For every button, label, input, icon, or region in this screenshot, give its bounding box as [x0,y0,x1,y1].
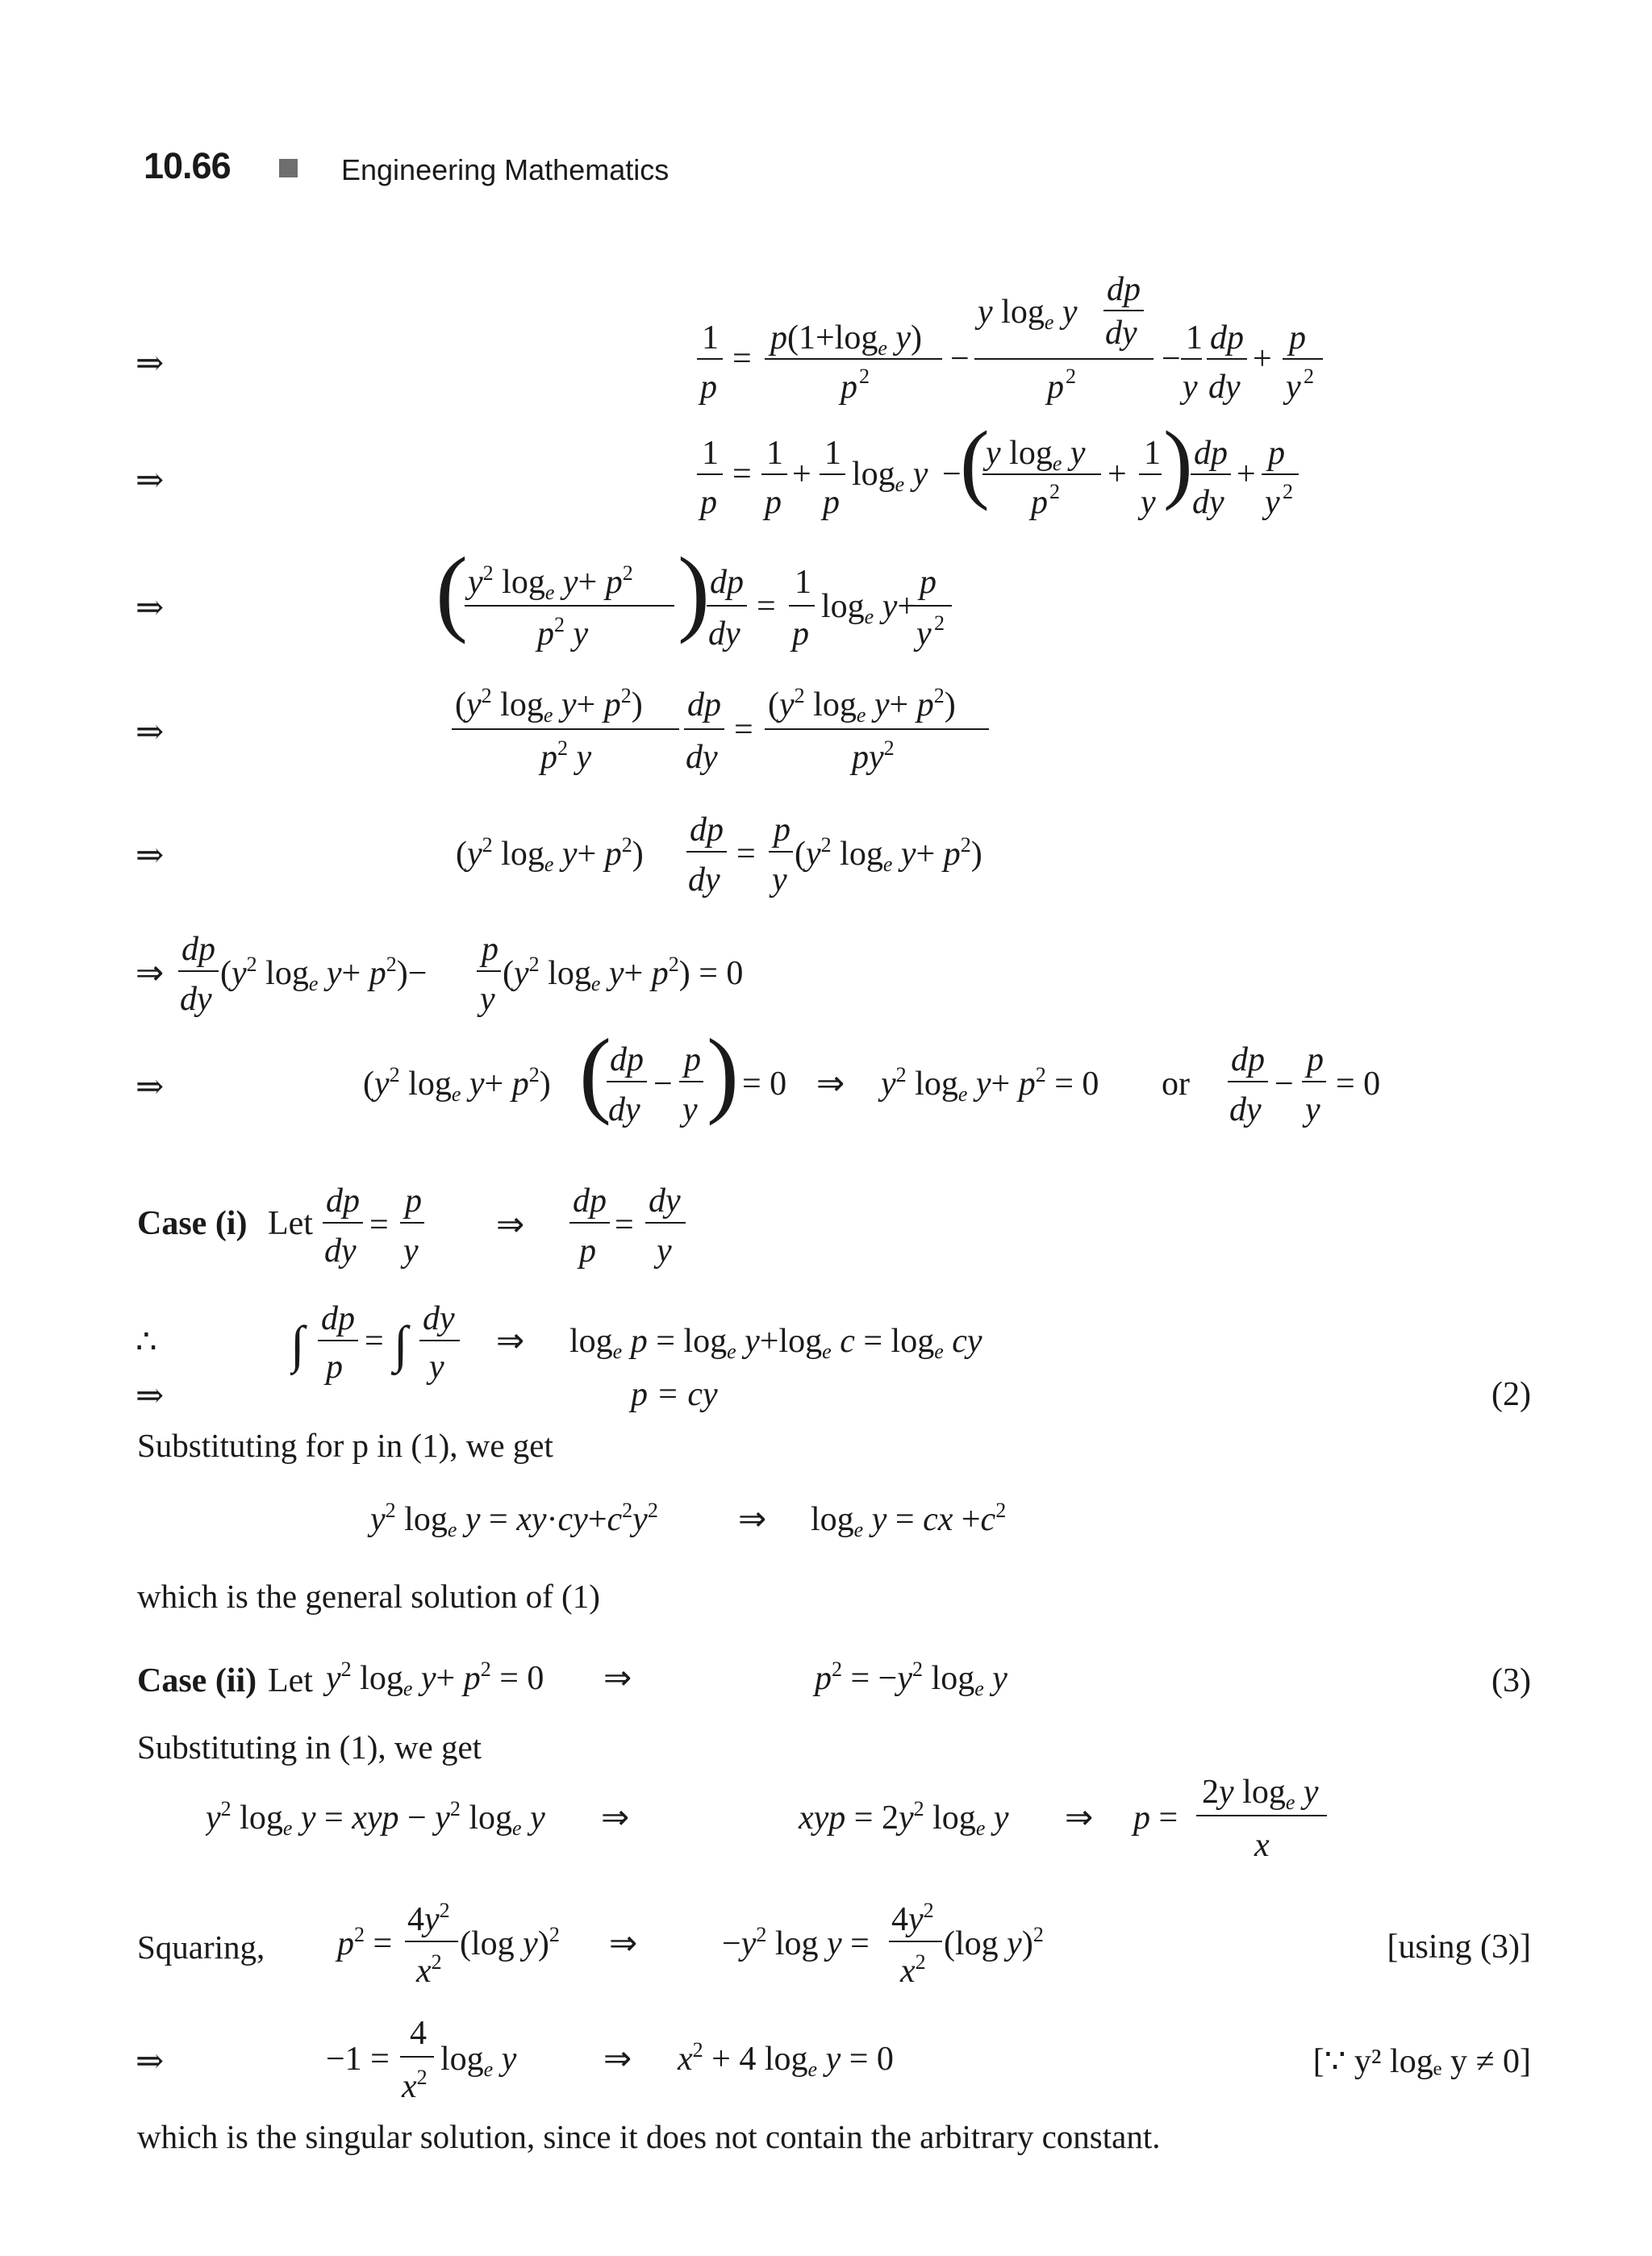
substituting-for-p-text: Substituting for p in (1), we get [137,1427,553,1464]
svg-text:p2 = −y2 loge y: $p^2 = -y^2$ loge y [815,1658,1007,1700]
page-number: 10.66 [144,145,231,186]
svg-text:loge y+: loge y+ [821,588,917,628]
svg-text:p2 y: $p^2$ y [537,613,589,653]
equation-tag-2: (2) [1491,1376,1531,1413]
svg-text:y loge y: y loge y [986,435,1086,475]
svg-text:1: 1 [1144,435,1161,472]
svg-text:(y2 loge y+ p2): ($y^2$ loge $y+ p^2$) [768,684,956,727]
svg-text:2: 2 [934,611,945,635]
svg-text:y: y [1265,484,1280,521]
svg-text:(log y)2: (log y)$^2$ [944,1923,1044,1962]
svg-text:1: 1 [795,564,811,601]
svg-text:= 0: = 0 [742,1065,787,1103]
svg-text:y2 loge y = xy·cy+c2y2: $y^2$ loge $y = xy\cdot cy+c^2y^2$ [370,1499,658,1541]
svg-text:p: p [405,1182,422,1220]
nonzero-note: [∵ y² logₑ y ≠ 0] [1312,2043,1531,2080]
svg-text:dp: dp [690,811,724,849]
svg-text:−: − [942,456,962,493]
svg-text:=: = [615,1207,634,1244]
svg-text:+: + [1108,456,1127,493]
svg-text:): ) [707,1036,739,1126]
svg-text:p: p [1289,319,1306,357]
svg-text:p2 =: $p^2$ = [337,1923,393,1962]
svg-text:=: = [736,836,756,873]
implies-arrow: ⇒ [136,590,165,627]
svg-text:−: − [1162,340,1181,377]
equation-tag-3: (3) [1491,1662,1531,1699]
svg-text:=: = [734,711,753,749]
svg-text:): ) [678,553,710,644]
svg-text:−: − [1274,1065,1294,1103]
therefore-symbol: ∴ [136,1324,157,1361]
svg-text:x: x [1254,1827,1270,1864]
case-ii-label: Case (ii) [137,1662,257,1699]
svg-text:= 0: = 0 [1336,1065,1381,1103]
case-ii-equation-a [323,1645,1049,1710]
svg-text:y2 loge y = xyp − y2 loge y: $y^2$ loge y = xyp − $y^2$ loge y [206,1797,545,1840]
svg-text:y: y [1286,369,1301,406]
svg-text:2y loge y: 2y loge y [1202,1774,1319,1814]
svg-text:p: p [700,369,717,406]
svg-text:dy: dy [1192,484,1224,521]
svg-text:or: or [1162,1065,1190,1103]
svg-text:(log y)2: (log y)$^2$ [460,1923,560,1962]
svg-text:loge y = cx +c2: loge y = cx $+c^2$ [811,1499,1007,1541]
svg-text:−: − [653,1065,673,1103]
svg-text:p: p [579,1232,596,1270]
case-i-equation-c: p = cy [631,1376,718,1413]
svg-text:y: y [772,861,787,899]
case-ii-equation-d [323,2007,936,2116]
svg-text:y: y [1183,369,1198,406]
implies-arrow: ⇒ [136,1069,165,1106]
svg-text:⇒: ⇒ [738,1501,767,1538]
book-title: Engineering Mathematics [341,153,670,186]
svg-text:⇒: ⇒ [816,1065,845,1103]
svg-text:y: y [403,1232,419,1270]
svg-text:⇒: ⇒ [496,1207,525,1244]
svg-text:y: y [429,1349,444,1386]
svg-text:y: y [916,615,932,653]
general-solution-text: which is the general solution of (1) [137,1578,600,1615]
svg-text:(: ( [579,1036,611,1126]
svg-text:p(1+loge y): p(1+loge y) [770,319,923,360]
svg-text:p: p [482,931,499,968]
case-i-equation-a [323,1178,694,1278]
svg-text:y: y [1305,1091,1320,1128]
svg-text:∫: ∫ [394,1316,408,1373]
let-word: Let [268,1205,313,1242]
svg-text:dy: dy [608,1091,640,1128]
equation-7 [363,1036,1395,1141]
svg-text:): ) [1163,427,1193,511]
svg-text:p: p [765,484,782,521]
svg-text:y loge y: y loge y [978,294,1078,334]
svg-text:1: 1 [824,435,841,472]
svg-text:dp: dp [610,1041,644,1078]
equation-2 [686,427,1299,532]
svg-text:dp: dp [1194,435,1228,472]
svg-text:p: p [1307,1041,1324,1078]
svg-text:loge y: loge y [852,456,928,496]
svg-text:2: 2 [1066,365,1076,388]
svg-text:2: 2 [859,365,870,388]
svg-text:1: 1 [1186,319,1203,357]
equation-6 [133,926,811,1027]
equation-3 [436,553,968,661]
svg-text:2: 2 [1283,480,1293,503]
svg-text:p: p [841,369,857,406]
svg-text:⇒: ⇒ [603,2041,632,2078]
svg-text:p: p [326,1349,343,1386]
svg-text:dy: dy [180,981,212,1018]
svg-text:4y2: $4y^2$ [891,1899,934,1938]
svg-text:−y2 log y =: $-y^2$ log y = [722,1923,870,1962]
svg-text:1: 1 [702,435,719,472]
implies-arrow: ⇒ [136,714,165,751]
svg-text:dp: dp [1107,271,1141,308]
svg-text:(y2 loge y+ p2): ($y^2$ loge $y+ p^2$) [455,684,643,727]
svg-text:dy: dy [324,1232,357,1270]
svg-text:p: p [774,811,791,849]
svg-text:dy: dy [1208,369,1241,406]
svg-text:=: = [732,340,752,377]
svg-text:(y2 loge y+ p2): ($y^2$ loge $y+ p^2$) [456,833,644,876]
svg-text:y: y [657,1232,672,1270]
svg-text:dy: dy [688,861,720,899]
svg-text:py2: $py^2$ [852,736,895,776]
svg-text:⇒: ⇒ [1065,1799,1094,1837]
implies-arrow: ⇒ [136,2043,165,2080]
svg-text:(y2 loge y+ p2): ($y^2$ loge $y+ p^2$) [795,833,982,876]
svg-text:y2 loge y+ p2 = 0: $y^2$ loge $y+ p^2 = 0$ [326,1658,544,1700]
case-i-label: Case (i) [137,1205,248,1242]
svg-text:(: ( [436,553,468,644]
svg-text:p: p [823,484,840,521]
substituting-in-1-text: Substituting in (1), we get [137,1728,482,1766]
svg-text:1: 1 [766,435,783,472]
svg-text:⇒: ⇒ [603,1660,632,1697]
svg-text:x2 + 4 loge y = 0: $x^2 + 4$ loge y = 0 [678,2038,894,2081]
svg-text:y: y [480,981,495,1018]
svg-text:+: + [1253,340,1272,377]
svg-text:dp: dp [321,1300,355,1337]
case-i-equation-d [367,1488,1077,1553]
svg-text:+: + [792,456,811,493]
svg-text:dp: dp [181,931,215,968]
squaring-label: Squaring, [137,1929,265,1966]
case-ii-equation-c [331,1891,1097,2004]
implies-arrow: ⇒ [136,1378,165,1415]
svg-text:loge y: loge y [440,2041,517,2081]
svg-text:dp: dp [1210,319,1244,357]
svg-text:dy: dy [708,615,740,653]
svg-text:=: = [757,588,776,625]
svg-text:=: = [365,1323,384,1360]
svg-text:loge p = loge y+loge c = loge: loge p = loge y+loge c = loge cy [569,1323,982,1363]
svg-text:dy: dy [686,739,718,776]
svg-text:(: ( [960,427,990,511]
svg-text:4y2: $4y^2$ [407,1899,450,1938]
svg-text:dp: dp [710,564,744,601]
case-ii-equation-b [206,1770,1335,1875]
svg-text:dp: dp [1231,1041,1265,1078]
svg-text:xyp = 2y2 loge y: xyp = $2y^2$ loge y [799,1797,1009,1840]
implies-arrow: ⇒ [136,462,165,499]
implies-arrow: ⇒ [136,837,165,874]
svg-text:y: y [682,1091,698,1128]
svg-text:∫: ∫ [290,1316,305,1373]
svg-text:p: p [1031,484,1048,521]
svg-text:=: = [369,1207,389,1244]
svg-text:dp: dp [573,1182,607,1220]
svg-text:p: p [920,564,937,601]
svg-text:=: = [732,456,752,493]
svg-text:dp: dp [326,1182,360,1220]
svg-text:1: 1 [702,319,719,357]
svg-text:p: p [700,484,717,521]
let-word: Let [268,1662,313,1699]
svg-text:p: p [1268,435,1285,472]
svg-text:p: p [792,615,809,653]
svg-text:y2 loge y+ p2 = 0: $y^2$ loge $y+ p^2 = 0$ [881,1063,1099,1106]
svg-text:p: p [684,1041,701,1078]
equation-4 [452,679,1000,784]
svg-text:⇒: ⇒ [496,1323,525,1360]
svg-text:dy: dy [649,1182,681,1220]
svg-text:x2: $x^2$ [402,2066,428,2105]
svg-text:dp: dp [687,686,721,724]
svg-text:x2: $x^2$ [416,1950,442,1990]
svg-text:⇒: ⇒ [609,1925,638,1962]
implies-arrow: ⇒ [136,345,165,382]
svg-text:y2 loge y+ p2: $y^2$ loge $y+ p^2$ [468,561,633,604]
svg-text:⇒: ⇒ [601,1799,630,1837]
svg-text:p2 y: $p^2$ y [540,736,592,776]
svg-text:dy: dy [1229,1091,1262,1128]
svg-text:4: 4 [410,2015,427,2052]
svg-text:y: y [1141,484,1156,521]
singular-solution-text: which is the singular solution, since it does not contain the arbitrary constant. [137,2118,1161,2155]
svg-text:2: 2 [1049,480,1060,503]
svg-text:x2: $x^2$ [900,1950,926,1990]
svg-text:(y2 loge y+ p2)−: ($y^2$ loge $y+ p^2)-$ [220,953,428,995]
equation-1 [686,266,1331,419]
using-3-note: [using (3)] [1387,1929,1531,1966]
svg-text:−1 =: −1 = [326,2041,390,2078]
svg-text:⇒: ⇒ [136,955,165,992]
svg-text:(y2 loge y+ p2) = 0: ($y^2$ loge $y+ p^2) = 0$ [503,953,744,995]
equation-5 [456,807,1037,907]
svg-text:−: − [950,340,970,377]
svg-text:dy: dy [1105,315,1137,352]
svg-text:dy: dy [423,1300,455,1337]
svg-text:+: + [1237,456,1256,493]
svg-text:(y2 loge y+ p2): ($y^2$ loge $y+ p^2$) [363,1063,551,1106]
svg-text:p: p [1047,369,1064,406]
svg-text:p =: p = [1133,1799,1179,1837]
header-square-bullet [279,159,298,177]
svg-text:2: 2 [1304,365,1314,388]
